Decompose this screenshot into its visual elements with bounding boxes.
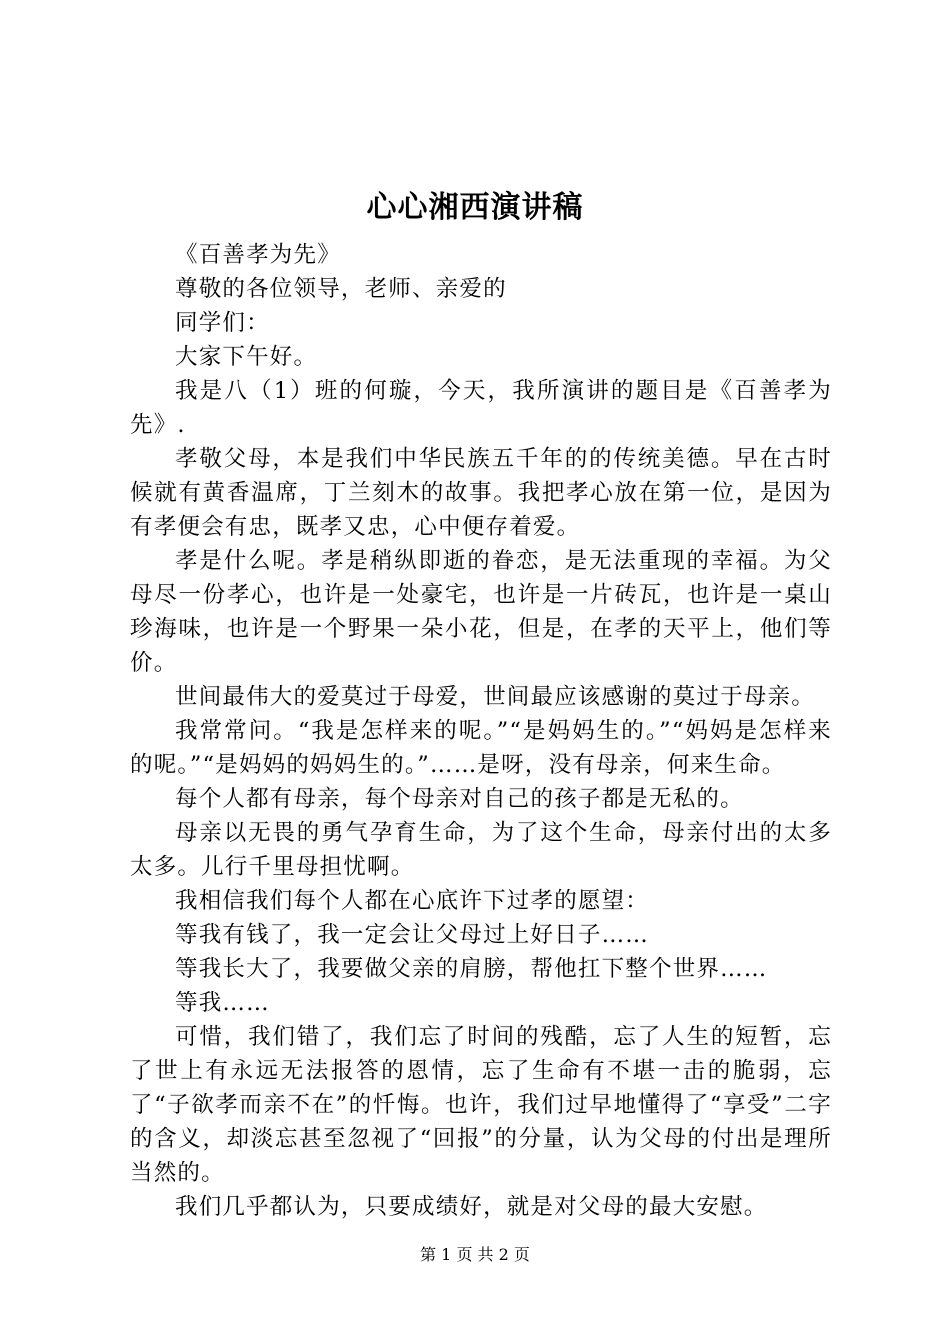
paragraph: 每个人都有母亲，每个母亲对自己的孩子都是无私的。 bbox=[175, 786, 744, 812]
paragraph: 我常常问。“我是怎样来的呢。”“是妈妈生的。”“妈妈是怎样来的呢。”“是妈妈的妈妈生的。”……是呀，没有母亲，何来生命。 bbox=[130, 718, 832, 778]
paragraph: 母亲以无畏的勇气孕育生命，为了这个生命，母亲付出的太多太多。儿行千里母担忧啊。 bbox=[130, 820, 832, 880]
paragraph: 我相信我们每个人都在心底许下过孝的愿望： bbox=[175, 888, 650, 914]
paragraph: 我是八（1）班的何璇，今天，我所演讲的题目是《百善孝为先》. bbox=[130, 378, 832, 438]
document-title: 心心湘西演讲稿 bbox=[366, 190, 584, 225]
paragraph: 孝是什么呢。孝是稍纵即逝的眷恋，是无法重现的幸福。为父母尽一份孝心，也许是一处豪宅，也许是一片砖瓦，也许是一桌山珍海味，也许是一个野果一朵小花，但是，在孝的天平上，他们等价。 bbox=[130, 548, 832, 676]
paragraph: 世间最伟大的爱莫过于母爱，世间最应该感谢的莫过于母亲。 bbox=[175, 684, 815, 710]
page-number-footer: 第 1 页 共 2 页 bbox=[420, 1245, 530, 1264]
paragraph: 尊敬的各位领导，老师、亲爱的 bbox=[175, 276, 507, 302]
paragraph: 等我有钱了，我一定会让父母过上好日子…… bbox=[175, 922, 650, 948]
paragraph: 孝敬父母，本是我们中华民族五千年的的传统美德。早在古时候就有黄香温席，丁兰刻木的故事。我把孝心放在第一位，是因为有孝便会有忠，既孝又忠，心中便存着爱。 bbox=[130, 446, 832, 540]
paragraph: 等我…… bbox=[175, 990, 270, 1016]
document-body bbox=[130, 238, 832, 1224]
paragraph: 我们几乎都认为，只要成绩好，就是对父母的最大安慰。 bbox=[175, 1194, 768, 1220]
paragraph: 可惜，我们错了，我们忘了时间的残酷，忘了人生的短暂，忘了世上有永远无法报答的恩情，忘了生命有不堪一击的脆弱，忘了“子欲孝而亲不在”的忏悔。也许，我们过早地懂得了“享受”二字的含义，却淡忘甚至忽视了“回报”的分量，认为父母的付出是理所当然的。 bbox=[130, 1024, 832, 1186]
paragraph: 同学们： bbox=[175, 310, 270, 336]
paragraph: 等我长大了，我要做父亲的肩膀，帮他扛下整个世界…… bbox=[175, 956, 768, 982]
paragraph: 大家下午好。 bbox=[175, 344, 318, 370]
paragraph: 《百善孝为先》 bbox=[175, 242, 341, 268]
